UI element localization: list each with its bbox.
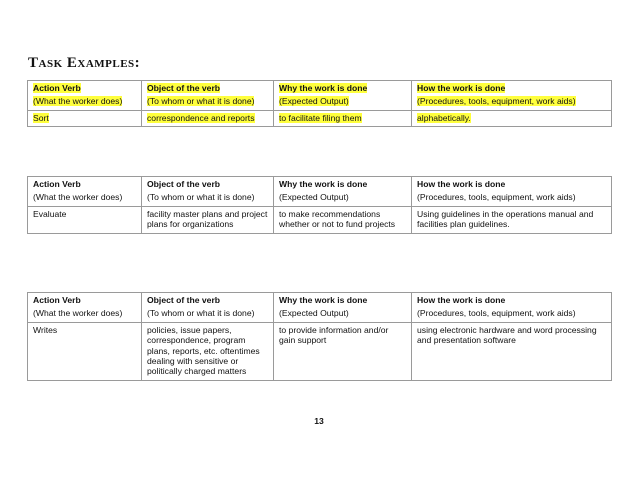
cell-action: Writes bbox=[28, 322, 142, 380]
cell-how: using electronic hardware and word processing and presentation software bbox=[412, 322, 612, 380]
table-row bbox=[28, 110, 612, 126]
task-example-table-evaluate bbox=[27, 176, 612, 234]
cell-how: Using guidelines in the operations manual and facilities plan guidelines. bbox=[412, 206, 612, 233]
cell-object: policies, issue papers, correspondence, program plans, reports, etc. oftentimes dealing with sensitive or politically charged matters bbox=[142, 322, 274, 380]
header-how-done: How the work is done (Procedures, tools, equipment, work aids) bbox=[412, 293, 612, 323]
task-example-table-writes bbox=[27, 292, 612, 381]
cell-object: correspondence and reports bbox=[142, 110, 274, 126]
cell-object: facility master plans and project plans for organizations bbox=[142, 206, 274, 233]
table-row bbox=[28, 206, 612, 233]
cell-how: alphabetically. bbox=[412, 110, 612, 126]
page-number: 13 bbox=[314, 416, 324, 426]
header-how-done: How the work is done (Procedures, tools, equipment, work aids) bbox=[412, 177, 612, 207]
table-header-row bbox=[28, 177, 612, 207]
cell-why: to make recommendations whether or not to fund projects bbox=[274, 206, 412, 233]
cell-why: to facilitate filing them bbox=[274, 110, 412, 126]
header-action-verb: Action Verb (What the worker does) bbox=[28, 293, 142, 323]
header-action-verb: Action Verb(What the worker does) bbox=[28, 81, 142, 111]
header-action-verb: Action Verb (What the worker does) bbox=[28, 177, 142, 207]
header-object-of-verb: Object of the verb(To whom or what it is done) bbox=[142, 81, 274, 111]
cell-why: to provide information and/or gain support bbox=[274, 322, 412, 380]
header-why-done: Why the work is done (Expected Output) bbox=[274, 293, 412, 323]
header-why-done: Why the work is done (Expected Output) bbox=[274, 177, 412, 207]
table-row bbox=[28, 322, 612, 380]
header-object-of-verb: Object of the verb (To whom or what it is done) bbox=[142, 293, 274, 323]
header-how-done: How the work is done(Procedures, tools, equipment, work aids) bbox=[412, 81, 612, 111]
cell-action: Sort bbox=[28, 110, 142, 126]
cell-action: Evaluate bbox=[28, 206, 142, 233]
task-example-table-sort bbox=[27, 80, 612, 127]
table-header-row bbox=[28, 293, 612, 323]
header-object-of-verb: Object of the verb (To whom or what it is done) bbox=[142, 177, 274, 207]
page-title: Task Examples: bbox=[28, 55, 141, 71]
table-header-row bbox=[28, 81, 612, 111]
header-why-done: Why the work is done(Expected Output) bbox=[274, 81, 412, 111]
